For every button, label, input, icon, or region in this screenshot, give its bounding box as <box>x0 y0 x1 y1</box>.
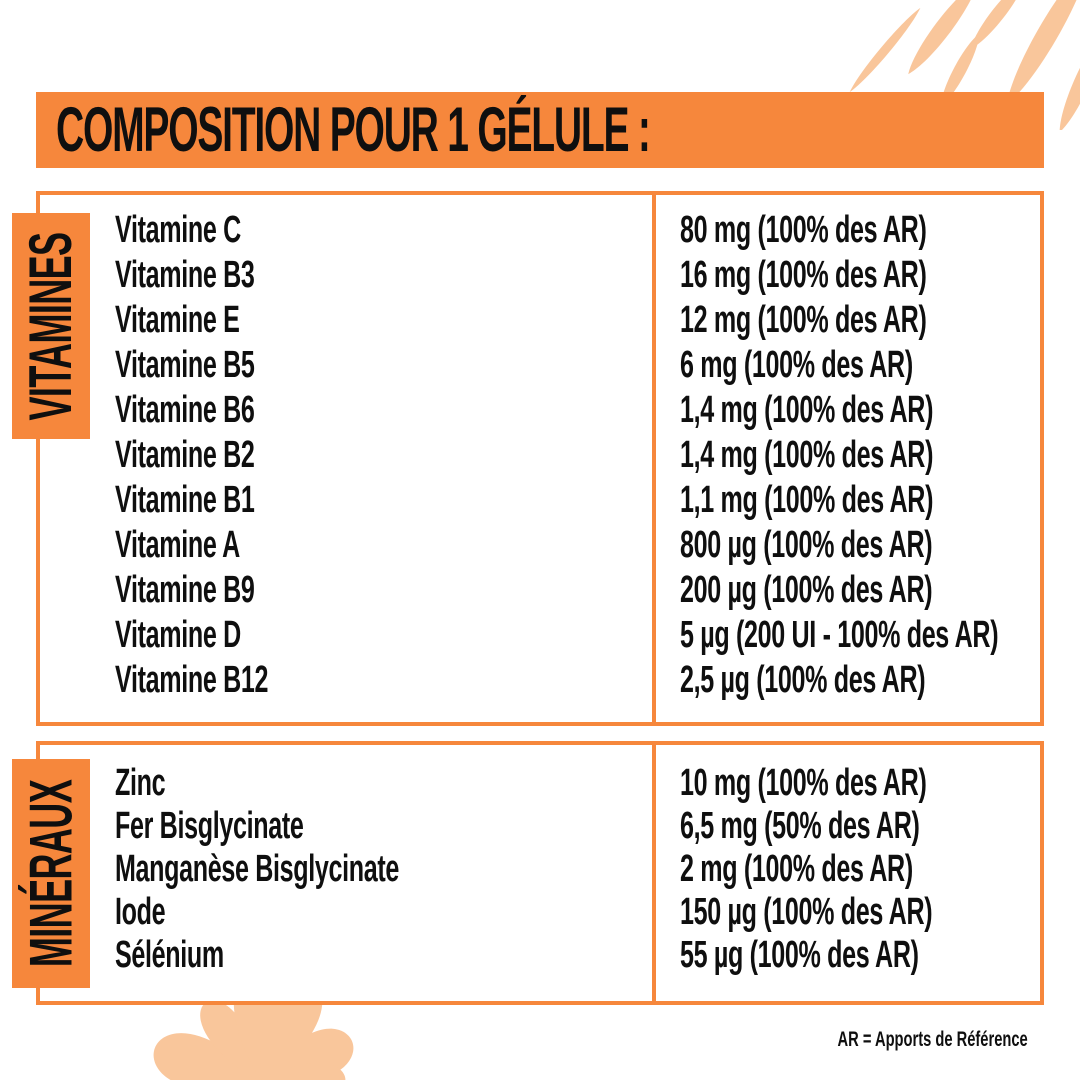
minerals-table <box>36 741 1044 1005</box>
nutrient-name: Vitamine A <box>115 524 240 566</box>
nutrient-value: 12 mg (100% des AR) <box>680 299 927 341</box>
column-divider <box>652 195 656 722</box>
nutrient-value: 5 µg (200 UI - 100% des AR) <box>680 614 999 656</box>
column-divider <box>652 745 656 1001</box>
nutrient-value: 1,4 mg (100% des AR) <box>680 389 934 431</box>
nutrient-value: 55 µg (100% des AR) <box>680 934 919 976</box>
minerals-value-column <box>680 745 1030 977</box>
minerals-section-label: MINÉRAUX <box>12 759 90 988</box>
nutrient-name: Vitamine B2 <box>115 434 255 476</box>
nutrient-value: 2 mg (100% des AR) <box>680 848 913 890</box>
nutrient-name: Vitamine E <box>115 299 240 341</box>
nutrient-value: 6,5 mg (50% des AR) <box>680 805 920 847</box>
nutrient-name: Vitamine B6 <box>115 389 255 431</box>
nutrient-name: Vitamine B12 <box>115 659 269 701</box>
nutrient-name: Iode <box>115 891 166 933</box>
nutrient-name: Vitamine B3 <box>115 254 255 296</box>
nutrient-value: 2,5 µg (100% des AR) <box>680 659 926 701</box>
nutrient-name: Fer Bisglycinate <box>115 805 304 847</box>
reference-footnote: AR = Apports de Référence <box>837 1028 1028 1051</box>
header-bar <box>36 92 1044 168</box>
minerals-name-column <box>115 745 640 977</box>
nutrient-value: 200 µg (100% des AR) <box>680 569 933 611</box>
nutrient-name: Vitamine D <box>115 614 241 656</box>
nutrient-name: Vitamine B5 <box>115 344 255 386</box>
nutrient-value: 80 mg (100% des AR) <box>680 209 927 251</box>
nutrient-name: Vitamine C <box>115 209 241 251</box>
vitamins-section-label: VITAMINES <box>12 213 90 439</box>
vitamins-value-column <box>680 195 1030 703</box>
nutrient-value: 6 mg (100% des AR) <box>680 344 913 386</box>
nutrient-value: 150 µg (100% des AR) <box>680 891 933 933</box>
nutrient-name: Vitamine B9 <box>115 569 255 611</box>
nutrient-name: Sélénium <box>115 934 224 976</box>
nutrient-value: 800 µg (100% des AR) <box>680 524 933 566</box>
vitamins-name-column <box>115 195 640 703</box>
nutrient-value: 1,1 mg (100% des AR) <box>680 479 934 521</box>
nutrient-value: 16 mg (100% des AR) <box>680 254 927 296</box>
nutrient-value: 1,4 mg (100% des AR) <box>680 434 934 476</box>
nutrient-name: Vitamine B1 <box>115 479 255 521</box>
nutrient-value: 10 mg (100% des AR) <box>680 762 927 804</box>
vitamins-table <box>36 191 1044 726</box>
nutrient-name: Zinc <box>115 762 166 804</box>
page-title: COMPOSITION POUR 1 GÉLULE : <box>56 95 650 165</box>
nutrient-name: Manganèse Bisglycinate <box>115 848 400 890</box>
